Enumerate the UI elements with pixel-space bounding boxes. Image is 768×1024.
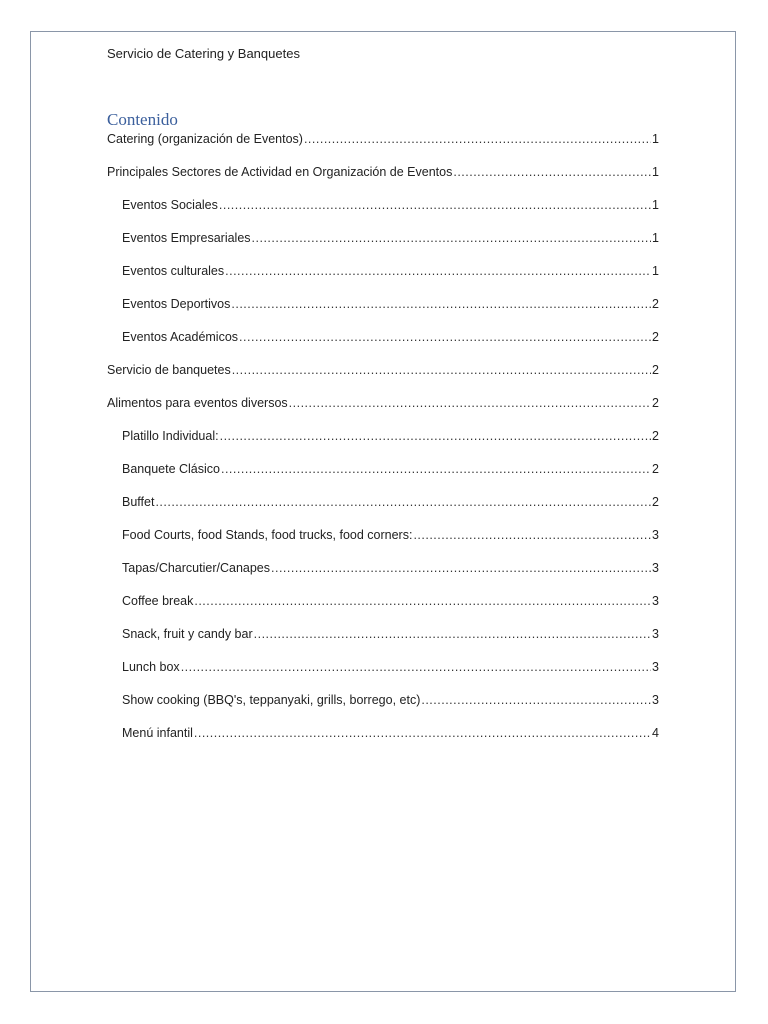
toc-entry[interactable] xyxy=(107,165,659,198)
toc-entry-label[interactable]: Principales Sectores de Actividad en Organización de Eventos xyxy=(107,165,453,179)
toc-entry[interactable] xyxy=(107,495,659,528)
toc-entry-label[interactable]: Food Courts, food Stands, food trucks, food corners: xyxy=(122,528,413,542)
toc-page-number: 2 xyxy=(652,495,659,509)
toc-dot-leader xyxy=(453,165,651,179)
toc-dot-leader xyxy=(219,198,651,212)
toc-entry-label[interactable]: Coffee break xyxy=(122,594,194,608)
toc-entry-label[interactable]: Alimentos para eventos diversos xyxy=(107,396,288,410)
toc-entry[interactable] xyxy=(107,660,659,693)
toc-page-number: 1 xyxy=(652,231,659,245)
toc-dot-leader xyxy=(304,132,651,146)
toc-entry[interactable] xyxy=(107,297,659,330)
toc-dot-leader xyxy=(252,231,652,245)
toc-dot-leader xyxy=(239,330,651,344)
toc-heading: Contenido xyxy=(107,110,178,129)
toc-entry[interactable] xyxy=(107,396,659,429)
toc-page-number: 4 xyxy=(652,726,659,740)
toc-entry-label[interactable]: Servicio de banquetes xyxy=(107,363,231,377)
toc-page-number: 1 xyxy=(652,165,659,179)
toc-page-number: 1 xyxy=(652,132,659,146)
toc-dot-leader xyxy=(225,264,651,278)
toc-page-number: 3 xyxy=(652,693,659,707)
toc-entry[interactable] xyxy=(107,363,659,396)
toc-page-number: 2 xyxy=(652,330,659,344)
toc-entry-label[interactable]: Show cooking (BBQ's, teppanyaki, grills, borrego, etc) xyxy=(122,693,421,707)
toc-entry[interactable] xyxy=(107,429,659,462)
toc-entry-label[interactable]: Eventos Empresariales xyxy=(122,231,251,245)
toc-entry-label[interactable]: Banquete Clásico xyxy=(122,462,220,476)
toc-entry[interactable] xyxy=(107,132,659,165)
toc-page-number: 2 xyxy=(652,396,659,410)
toc-page-number: 2 xyxy=(652,363,659,377)
toc-entry[interactable] xyxy=(107,198,659,231)
toc-entry-label[interactable]: Buffet xyxy=(122,495,155,509)
toc-entry-label[interactable]: Menú infantil xyxy=(122,726,193,740)
toc-entry[interactable] xyxy=(107,693,659,726)
toc-page-number: 3 xyxy=(652,627,659,641)
toc-entry-label[interactable]: Snack, fruit y candy bar xyxy=(122,627,253,641)
toc-dot-leader xyxy=(413,528,651,542)
toc-dot-leader xyxy=(194,726,651,740)
toc-entry-label[interactable]: Platillo Individual: xyxy=(122,429,219,443)
toc-page-number: 3 xyxy=(652,660,659,674)
toc-page-number: 1 xyxy=(652,264,659,278)
toc-page-number: 2 xyxy=(652,429,659,443)
toc-dot-leader xyxy=(231,297,651,311)
toc-dot-leader xyxy=(220,429,651,443)
toc-entry[interactable] xyxy=(107,330,659,363)
toc-entry[interactable] xyxy=(107,264,659,297)
toc-dot-leader xyxy=(271,561,651,575)
toc-dot-leader xyxy=(155,495,651,509)
toc-dot-leader xyxy=(421,693,651,707)
toc-page-number: 2 xyxy=(652,462,659,476)
toc-page-number: 3 xyxy=(652,594,659,608)
toc-page-number: 1 xyxy=(652,198,659,212)
toc-entry-label[interactable]: Tapas/Charcutier/Canapes xyxy=(122,561,270,575)
toc-entry-label[interactable]: Eventos Sociales xyxy=(122,198,218,212)
toc-entry[interactable] xyxy=(107,231,659,264)
toc-page-number: 2 xyxy=(652,297,659,311)
toc-page-number: 3 xyxy=(652,528,659,542)
document-header: Servicio de Catering y Banquetes xyxy=(107,46,300,61)
toc-dot-leader xyxy=(221,462,651,476)
toc-entry-label[interactable]: Eventos Académicos xyxy=(122,330,239,344)
toc-entry[interactable] xyxy=(107,561,659,594)
toc-page-number: 3 xyxy=(652,561,659,575)
toc-entry-label[interactable]: Eventos Deportivos xyxy=(122,297,231,311)
toc-dot-leader xyxy=(289,396,651,410)
toc-entry-label[interactable]: Catering (organización de Eventos) xyxy=(107,132,303,146)
toc-dot-leader xyxy=(254,627,651,641)
toc-entry[interactable] xyxy=(107,627,659,660)
toc-entry-label[interactable]: Eventos culturales xyxy=(122,264,225,278)
table-of-contents xyxy=(107,132,659,759)
toc-entry-label[interactable]: Lunch box xyxy=(122,660,180,674)
toc-entry[interactable] xyxy=(107,462,659,495)
toc-entry[interactable] xyxy=(107,528,659,561)
toc-dot-leader xyxy=(181,660,651,674)
toc-entry[interactable] xyxy=(107,594,659,627)
toc-dot-leader xyxy=(232,363,651,377)
toc-dot-leader xyxy=(194,594,651,608)
toc-entry[interactable] xyxy=(107,726,659,759)
